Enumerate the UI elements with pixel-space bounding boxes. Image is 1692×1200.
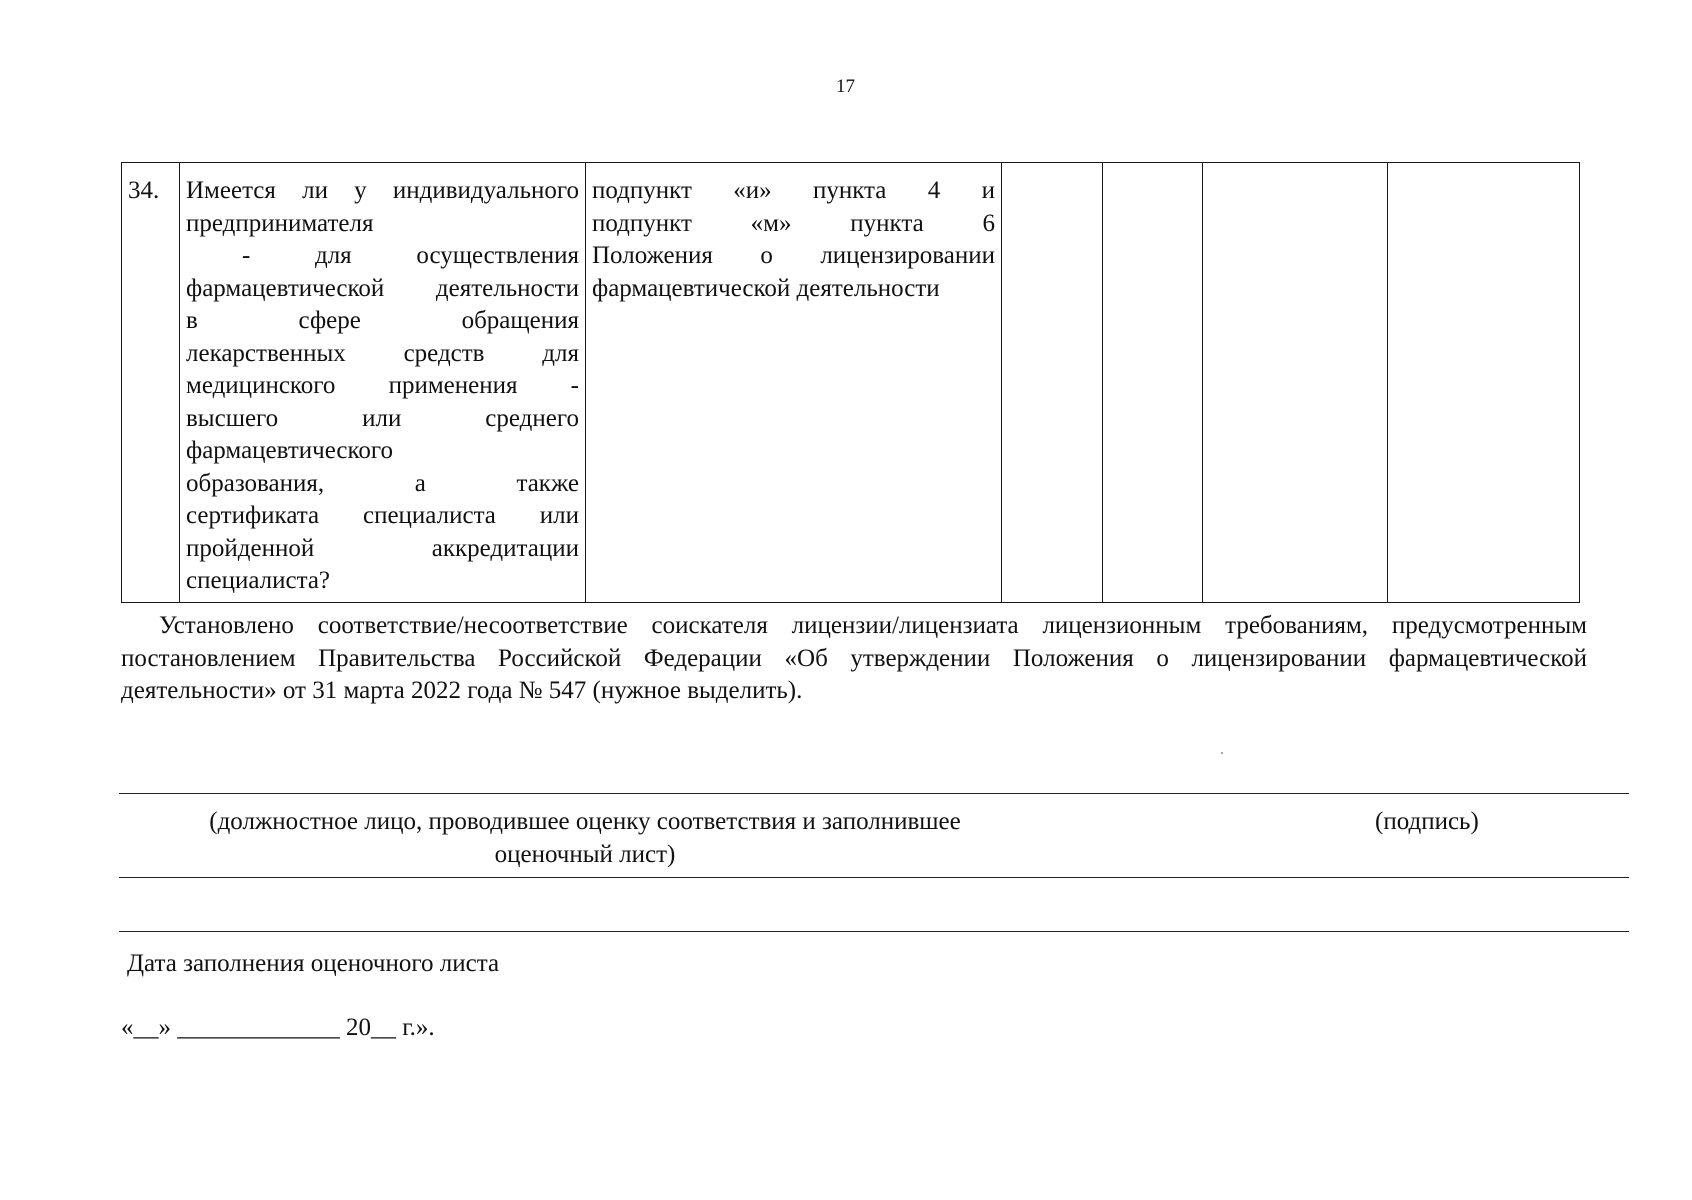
official-caption (155, 806, 1015, 871)
question-line: в сфере обращения (186, 307, 579, 334)
scan-speck (1221, 752, 1223, 754)
legal-reference-text (592, 175, 995, 305)
reference-line: подпункт «и» пункта 4 и (592, 177, 995, 204)
date-label: Дата заполнения оценочного листа (127, 950, 500, 977)
question-line: предпринимателя (186, 209, 374, 237)
question-line: высшего или среднего (186, 404, 579, 432)
empty-cell-4 (1388, 163, 1580, 603)
question-line: лекарственных средств для (186, 339, 579, 367)
separator-line (119, 877, 1629, 878)
reference-cell (586, 163, 1002, 603)
official-caption-line-2: оценочный лист) (494, 840, 676, 868)
empty-cell-2 (1103, 163, 1203, 603)
question-line: специалиста? (186, 567, 331, 594)
question-line: образования, а также (186, 469, 579, 497)
question-line: сертификата специалиста или (186, 502, 579, 529)
date-fill-line: «__» _____________ 20__ г.». (121, 1014, 435, 1041)
reference-line: фармацевтической деятельности (592, 274, 940, 302)
signature-line (119, 793, 1629, 794)
reference-line: подпункт «м» пункта 6 (592, 209, 995, 237)
official-caption-line-1: (должностное лицо, проводившее оценку соответствия и заполнившее (209, 808, 961, 835)
separator-line-2 (119, 931, 1629, 932)
page-number: 17 (836, 76, 855, 97)
signature-label: (подпись) (1375, 808, 1479, 835)
empty-cell-3 (1203, 163, 1388, 603)
reference-line: Положения о лицензировании (592, 242, 995, 269)
assessment-table (121, 162, 1580, 603)
question-line: - для осуществления (242, 242, 579, 269)
question-line: фармацевтического (186, 437, 394, 464)
question-line: фармацевтической деятельности (186, 274, 579, 302)
question-cell (180, 163, 586, 603)
row-number: 34. (128, 177, 160, 204)
conclusion-paragraph: Установлено соответствие/несоответствие соискателя лицензии/лицензиата лицензионным требованиям, предусмотренным постановлением Правительства Российской Федерации «Об утверждении Положения о лицензировании фармацевтической деятельности» от 31 марта 2022 года № 547 (нужное выделить). (121, 612, 1587, 704)
row-number-cell (122, 163, 180, 603)
question-line: пройденной аккредитации (186, 534, 579, 562)
table-row (122, 163, 1580, 603)
question-line: Имеется ли у индивидуального (186, 177, 579, 204)
question-text (186, 175, 579, 598)
empty-cell-1 (1002, 163, 1103, 603)
question-line: медицинского применения - (186, 372, 579, 399)
